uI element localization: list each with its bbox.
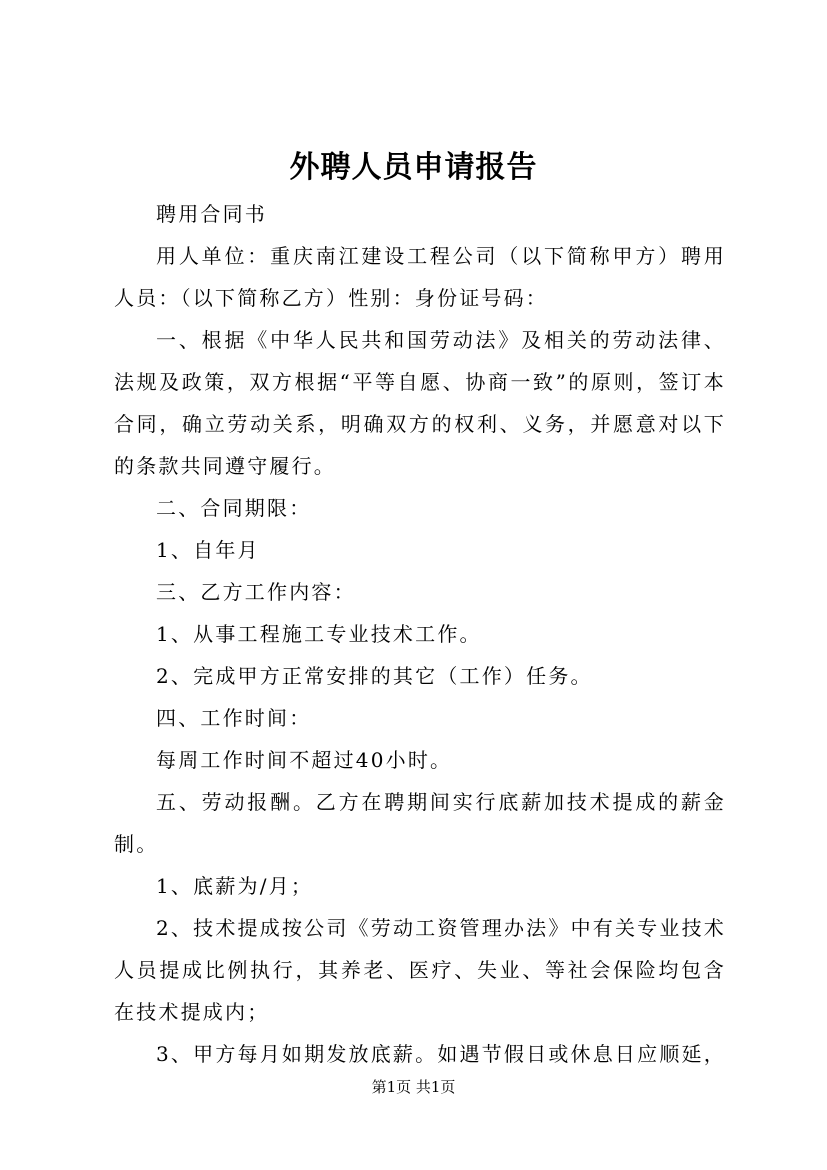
page-footer: 第1页 共1页 xyxy=(371,1078,456,1096)
paragraph: 3、甲方每月如期发放底薪。如遇节假日或休息日应顺延， xyxy=(156,1042,726,1066)
paragraph: 四、工作时间： xyxy=(156,706,312,730)
paragraph: 1、自年月 xyxy=(156,538,260,562)
paragraph: 每周工作时间不超过40小时。 xyxy=(156,748,453,772)
paragraph: 聘用合同书 xyxy=(156,202,267,226)
paragraph: 五、劳动报酬。乙方在聘期间实行底薪加技术提成的薪金制。 xyxy=(114,790,726,856)
document-title: 外聘人员申请报告 xyxy=(289,150,538,185)
paragraph: 用人单位：重庆南江建设工程公司（以下简称甲方）聘用人员：（以下简称乙方）性别：身份证号码： xyxy=(114,244,726,310)
document-body xyxy=(114,193,726,1075)
paragraph: 2、技术提成按公司《劳动工资管理办法》中有关专业技术人员提成比例执行，其养老、医疗、失业、等社会保险均包含在技术提成内； xyxy=(114,916,726,1024)
paragraph: 2、完成甲方正常安排的其它（工作）任务。 xyxy=(156,664,593,688)
paragraph: 1、从事工程施工专业技术工作。 xyxy=(156,622,482,646)
paragraph: 三、乙方工作内容： xyxy=(156,580,356,604)
paragraph: 一、根据《中华人民共和国劳动法》及相关的劳动法律、法规及政策，双方根据“平等自愿、协商一致”的原则，签订本合同，确立劳动关系，明确双方的权利、义务，并愿意对以下的条款共同遵守履行。 xyxy=(114,328,726,478)
paragraph: 二、合同期限： xyxy=(156,496,312,520)
paragraph: 1、底薪为/月； xyxy=(156,874,314,898)
